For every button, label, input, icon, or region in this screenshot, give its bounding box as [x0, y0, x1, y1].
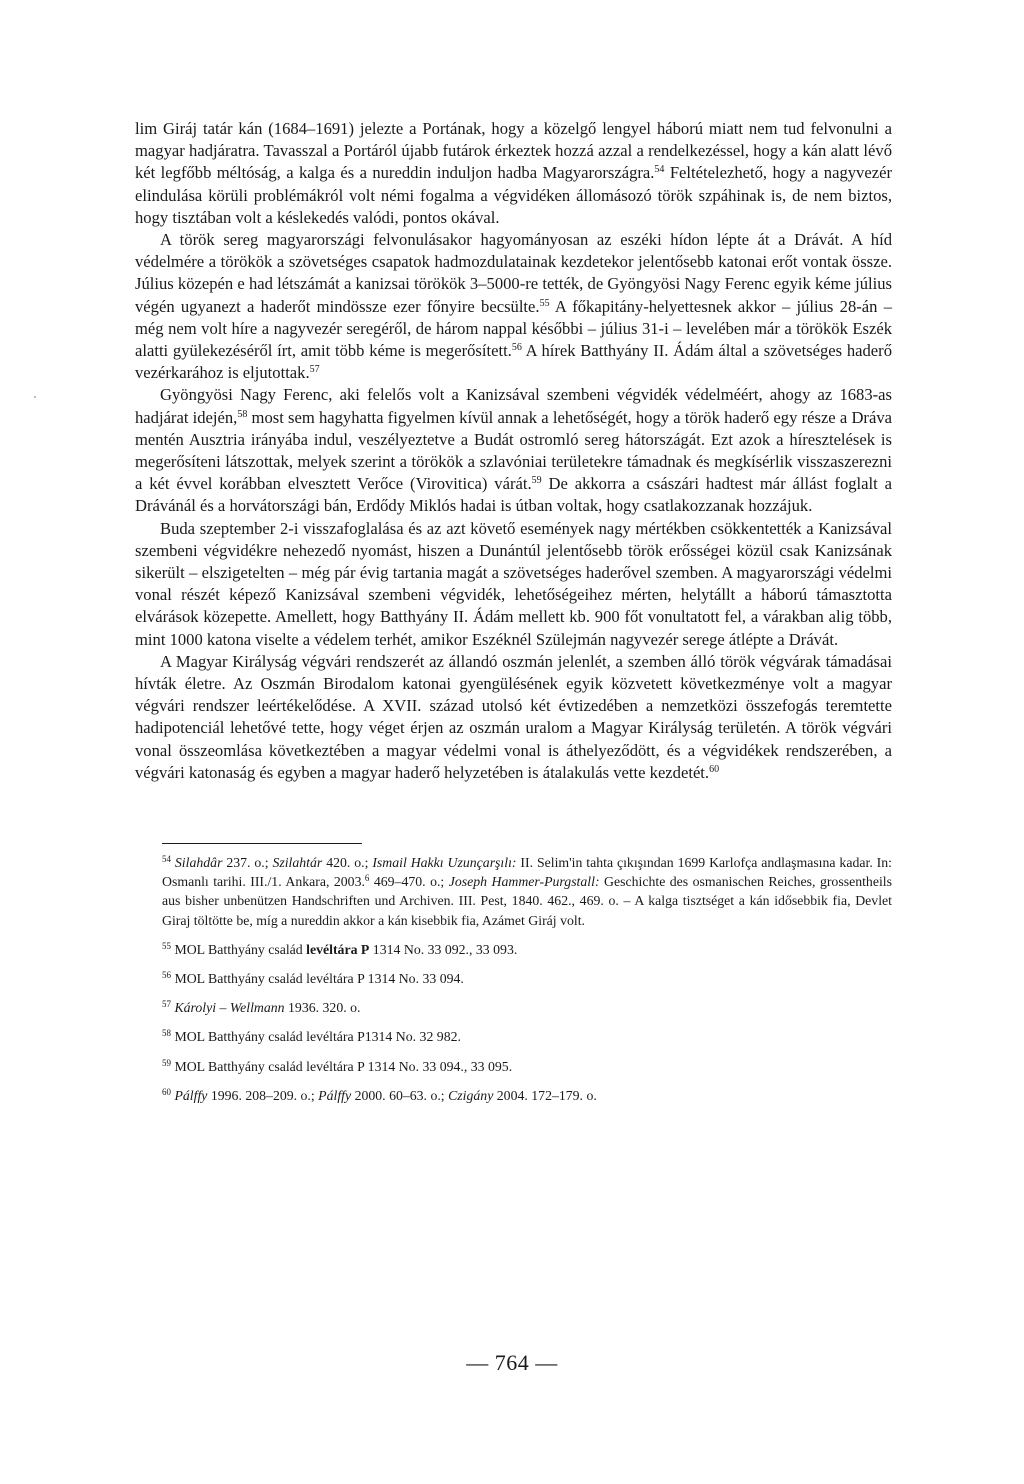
paragraph — [135, 229, 892, 384]
footnote-ref: 54 — [654, 164, 665, 176]
paragraph-text: De akkorra a császári hadtest már állást foglalt a Drávánál és a horvátországi bán, Erdődy Miklós hadai is útban voltak, hogy csatlakozzanak hozzájuk. — [135, 474, 892, 516]
footnote-text: 420. o.; — [322, 855, 373, 870]
paragraph-text: most sem hagyhatta figyelmen kívül annak a lehetőségét, hogy a török haderő egy része a Dráva mentén Ausztria irányába indul, veszélyeztetve a Budát ostromló sereg hátországát. Ezt azok a híresztelések is megerősíteni látszottak, melyek szerint a törökök a szlavóniai területekre támadnak és megkísérlik visszaszerezni a két évvel korábban elvesztett Verőce (Virovitica) várát. — [135, 407, 892, 494]
footnote-54 — [162, 853, 892, 930]
footnote-ref: 57 — [309, 364, 320, 376]
paragraph-text: Gyöngyösi Nagy Ferenc, aki felelős volt a Kanizsával szembeni végvidék védelméért, ahogy az 1683-as hadjárat idején, — [135, 385, 892, 427]
paragraph-text: A főkapitány-helyettesnek akkor – július 28-án – még nem volt híre a nagyvezér seregéről, de három nappal későbbi – július 31-i – levelében már a törökök Eszék alatti gyülekezéséről írt, amit több kéme is megerősített. — [135, 296, 892, 361]
footnote-text: II. Selim'in tahta çıkışından 1699 Karlofça andlaşmasına kadar. In: Osmanlı tarihi. III./1. Ankara, 2003. — [162, 855, 892, 890]
paragraph-text: Feltételezhető, hogy a nagyvezér elindulása körüli problémákról volt némi fogalma a végvidéken állomásozó török szpáhinak is, de nem biztos, hogy tisztában volt a késlekedés valódi, pontos okával. — [135, 163, 892, 227]
paragraph — [135, 518, 892, 651]
footnote-number: 57 — [162, 999, 171, 1010]
footnote-text: MOL Batthyány család levéltára P1314 No. 32 982. — [174, 1029, 461, 1045]
paragraph-text: Buda szeptember 2-i visszafoglalása és az azt követő események nagy mértékben csökkentették a Kanizsával szembeni végvidékre nehezedő nyomást, hiszen a Dunántúl jelentősebb török erősségei közül csak Kanizsának sikerült – elszigetelten – még pár évig tartania magát a szövetséges haderővel szemben. A magyarországi védelmi vonal részét képező Kanizsával szembeni végvidék, lehetőségeihez mérten, helytállt a háború támasztotta elvárások közepette. Amellett, hogy Batthyány II. Ádám mellett kb. 900 főt vonultatott fel, a várakban alig több, mint 1000 katona viselte a védelem terhét, amikor Eszéknél Szülejmán nagyvezér serege átlépte a Drávát. — [135, 518, 892, 649]
footnote-text: MOL Batthyány család levéltára P 1314 No. 33 094. — [174, 971, 464, 987]
footnote-text: MOL Batthyány család — [174, 941, 307, 957]
footnote-text: Pálffy — [318, 1087, 352, 1103]
footnote-text: Ismail Hakkı Uzunçarşılı: — [372, 855, 517, 870]
paragraph-text: A Magyar Királyság végvári rendszerét az állandó oszmán jelenlét, a szemben álló török végvárak támadásai hívták életre. Az Oszmán Birodalom katonai gyengülésének egyik közvetett következménye volt a magyar végvári rendszer leértékelődése. A XVII. század utolsó két évtizedében a nemzetközi összefogás teremtette hadipotenciál lehetővé tette, hogy véget érjen az oszmán uralom a Magyar Királyság területén. A török végvári vonal összeomlása következtében a magyar védelmi vonal is áthelyeződött, és a végvidékek rendszerében, a végvári katonaság és egyben a magyar haderő helyzetében is átalakulás vette kezdetét. — [135, 651, 892, 782]
footnote-number: 55 — [162, 940, 171, 951]
footnote-text: MOL Batthyány család levéltára P 1314 No. 33 094., 33 095. — [174, 1058, 513, 1074]
footnote-text: Szilahtár — [272, 855, 323, 870]
scan-artifact — [34, 396, 36, 398]
footnote-56 — [162, 969, 892, 988]
footnote-ref: 55 — [539, 297, 550, 309]
footnote-text: 1936. 320. o. — [284, 1000, 361, 1016]
footnote-text: Joseph Hammer-Purgstall: — [448, 874, 600, 890]
footnote-60 — [162, 1086, 892, 1105]
footnote-text: 469–470. o.; — [369, 874, 449, 890]
footnote-ref: 60 — [709, 763, 720, 775]
paragraph-text: A hírek Batthyány II. Ádám által a szövetséges haderő vezérkarához is eljutottak. — [135, 341, 892, 383]
footnote-text: Silahdâr — [174, 855, 223, 870]
footnote-number: 58 — [162, 1028, 171, 1039]
paragraph — [135, 118, 892, 229]
footnote-text: 237. o.; — [222, 855, 273, 870]
footnote-number: 54 — [162, 854, 171, 864]
footnote-text: 6 — [364, 873, 370, 884]
footnote-number: 60 — [162, 1086, 171, 1097]
footnote-text: Czigány — [448, 1087, 494, 1103]
body-text — [135, 118, 892, 784]
footnote-separator — [162, 843, 362, 844]
footnote-ref: 58 — [237, 408, 248, 420]
footnote-ref: 59 — [531, 475, 542, 487]
page-number: — 764 — — [466, 1350, 558, 1375]
footnote-number: 59 — [162, 1057, 171, 1068]
footnote-text: 1314 No. 33 092., 33 093. — [369, 941, 518, 957]
page-body — [135, 118, 892, 784]
footnote-text: Károlyi – Wellmann — [174, 1000, 285, 1016]
footnote-text: Geschichte des osmanischen Reiches, grossentheils aus bisher unbenützen Handschriften und Archiven. III. Pest, 1840. 462., 469. o. – A kalga tisztséget a kán idősebbik fia, Devlet Giraj töltötte be, míg a nureddin akkor a kán kisebbik fia, Azámet Giráj volt. — [162, 874, 892, 928]
footnote-text: 2000. 60–63. o.; — [351, 1087, 449, 1103]
footnote-text: 2004. 172–179. o. — [493, 1087, 597, 1103]
footnote-59 — [162, 1057, 892, 1076]
footnote-text: levéltára P — [306, 941, 370, 957]
paragraph-text: lim Giráj tatár kán (1684–1691) jelezte a Portának, hogy a közelgő lengyel háború miatt nem tud felvonulni a magyar hadjáratra. Tavasszal a Portáról újabb futárok érkeztek hozzá azzal a rendelkezéssel, hogy a kán alatt lévő két legfőbb méltóság, a kalga és a nureddin induljon hadba Magyarországra. — [135, 119, 892, 183]
footnotes — [162, 853, 892, 1115]
paragraph — [135, 651, 892, 784]
footnote-ref: 56 — [511, 342, 522, 354]
paragraph-text: A török sereg magyarországi felvonulásakor hagyományosan az eszéki hídon lépte át a Drávát. A híd védelmére a törökök a szövetséges csapatok hadmozdulatainak kezdetekor jelentősebb katonai erőt vontak össze. Július közepén e had létszámát a kanizsai törökök 3–5000-re tették, de Gyöngyösi Nagy Ferenc egyik kéme július végén ugyanezt a haderőt mindössze ezer főnyire becsülte. — [135, 230, 892, 316]
footnote-number: 56 — [162, 970, 171, 981]
footnote-58 — [162, 1027, 892, 1046]
paragraph — [135, 384, 892, 517]
footnote-text: Pálffy — [174, 1087, 208, 1103]
footnote-text: 1996. 208–209. o.; — [207, 1087, 319, 1103]
footnote-55 — [162, 940, 892, 959]
footnote-57 — [162, 998, 892, 1017]
